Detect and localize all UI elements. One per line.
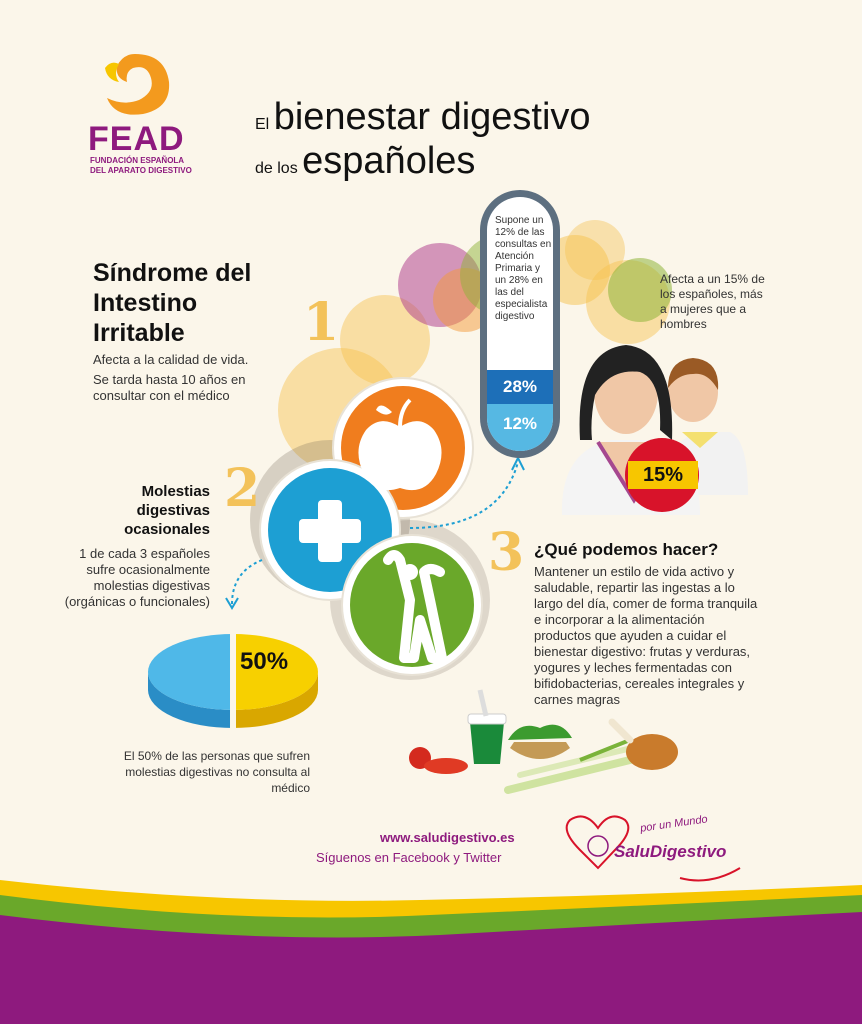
people-text: Afecta a un 15% de los españoles, más a mujeres que a hombres [660, 272, 765, 331]
title-main1: bienestar digestivo [273, 96, 591, 138]
logo-name: FEAD [88, 120, 185, 158]
section2-number: 2 [224, 458, 261, 519]
fead-logo-icon [95, 48, 175, 120]
section2-text: 1 de cada 3 españoles sufre ocasionalmente molestias digestivas (orgánicas o funcionales) [64, 546, 210, 609]
section1-title: Síndrome del Intestino Irritable [93, 259, 252, 347]
section3-title: ¿Qué podemos hacer? [534, 540, 719, 559]
page-title-line1 [255, 96, 591, 139]
thermometer [480, 190, 560, 458]
section2-title: Molestias digestivas ocasionales [124, 483, 210, 538]
badge-15-percent: 15% [642, 464, 684, 486]
footer-social-text: Síguenos en Facebook y Twitter [316, 850, 502, 865]
footer-website-link[interactable]: www.saludigestivo.es [380, 830, 515, 845]
title-main2: españoles [302, 140, 476, 182]
title-prefix2: de los [255, 160, 298, 177]
pie-text: El 50% de las personas que sufren molestias digestivas no consulta al médico [123, 749, 310, 795]
section1-number: 1 [303, 292, 340, 353]
title-prefix1: El [255, 116, 270, 133]
section3-number: 3 [488, 522, 525, 583]
pie-chart [148, 610, 318, 735]
brand-name: SaluDigestivo [614, 842, 727, 861]
pie-label: 50% [240, 648, 289, 675]
thermometer-value-low: 12% [487, 404, 553, 451]
thermometer-inner [487, 197, 553, 451]
thermometer-text: Supone un 12% de las consultas en Atención Primaria y un 28% en las del especialista digestivo [495, 215, 552, 322]
section1-text2: Se tarda hasta 10 años en consultar con el médico [93, 372, 246, 403]
thermometer-value-high: 28% [487, 370, 553, 404]
brand-tagline: por un Mundo [639, 813, 709, 835]
page-title-line2 [255, 140, 475, 183]
section3-text: Mantener un estilo de vida activo y saludable, repartir las ingestas a lo largo del día, comer de forma tranquila e incorporar a la alimentación productos que ayuden a cuidar el bienestar digestivo: frutas y verduras, yogures y leches fermentadas con bifidobacterias, cereales integrales y carnes magras [534, 564, 758, 707]
section1-text1: Afecta a la calidad de vida. [93, 352, 249, 367]
logo-subtitle: FUNDACIÓN ESPAÑOLA DEL APARATO DIGESTIVO [90, 156, 192, 175]
